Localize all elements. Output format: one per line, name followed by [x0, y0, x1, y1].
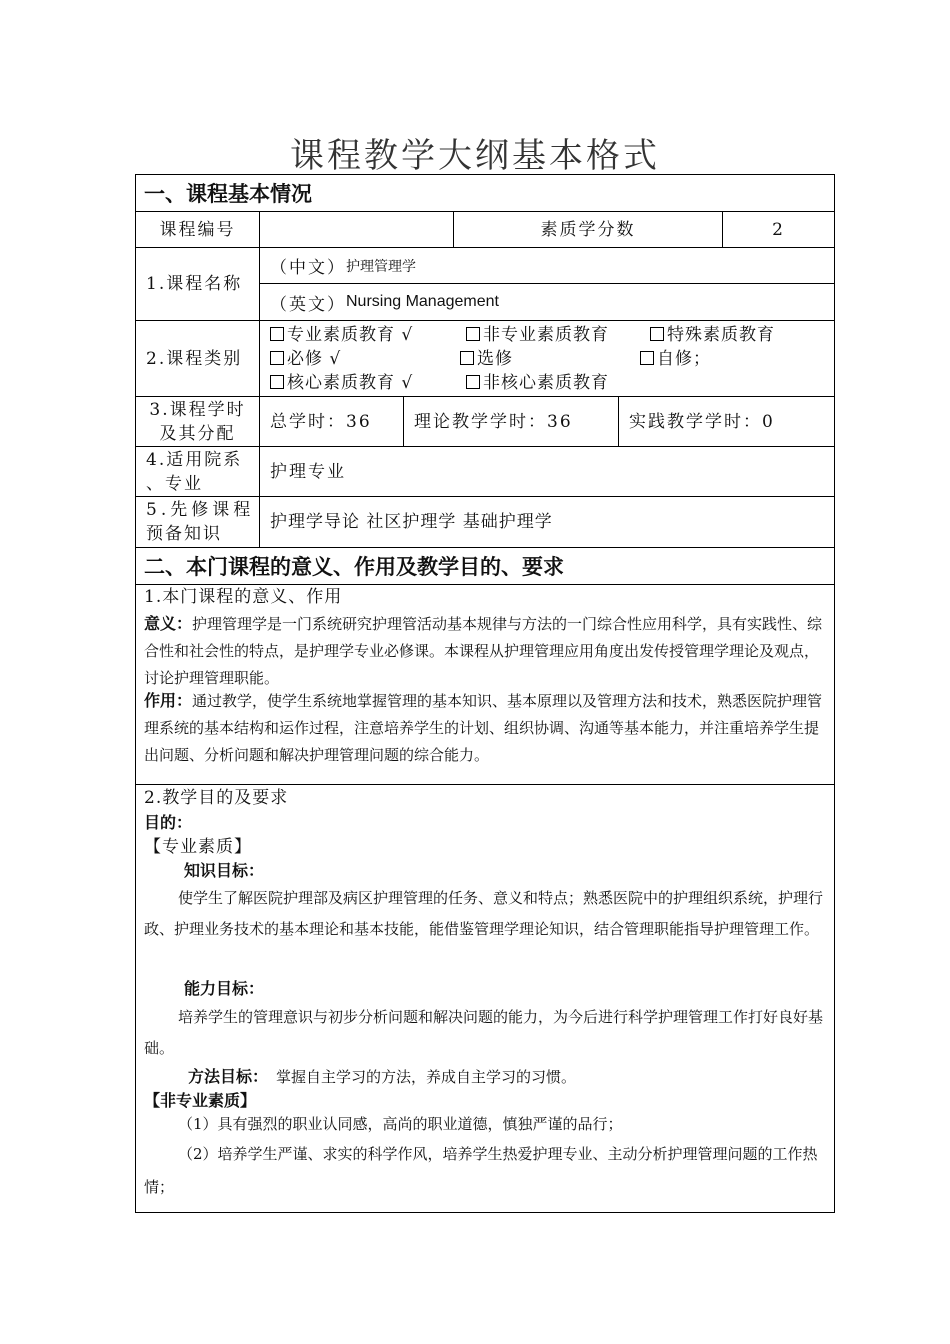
department-value: 护理专业 — [259, 446, 835, 497]
theory-hours: 理论教学学时：36 — [403, 396, 619, 447]
checkbox-icon — [460, 351, 474, 365]
significance-block — [135, 584, 835, 785]
method-goal-label: 方法目标： — [188, 1067, 269, 1086]
category-option-label: 自修； — [657, 349, 711, 369]
total-hours: 总学时：36 — [259, 396, 404, 447]
section-1-heading: 一、课程基本情况 — [135, 174, 835, 212]
category-option — [460, 347, 640, 371]
course-name-cn — [259, 247, 835, 284]
category-option-label: 专业素质教育 √ — [287, 325, 414, 345]
category-option-label: 非专业素质教育 — [483, 325, 609, 345]
department-label-line-2: 、专业 — [146, 473, 203, 494]
hours-label — [135, 396, 260, 447]
knowledge-goal-label: 知识目标： — [184, 861, 265, 880]
ability-goal-label: 能力目标： — [184, 979, 265, 998]
course-name-en-prefix: （英文） — [270, 294, 346, 315]
course-name-cn-prefix: （中文） — [270, 258, 346, 278]
category-option-label: 核心素质教育 √ — [287, 373, 414, 393]
method-goal — [136, 1063, 834, 1091]
ability-goal-text: 培养学生的管理意识与初步分析问题和解决问题的能力，为今后进行科学护理管理工作打好良好基础。 — [144, 1008, 824, 1057]
course-code-value — [259, 211, 454, 248]
part-1-title: 1.本门课程的意义、作用 — [144, 587, 343, 607]
course-code-label: 课程编号 — [135, 211, 260, 248]
non-professional-quality-label: 【非专业素质】 — [144, 1091, 257, 1110]
hours-label-line-2: 及其分配 — [159, 423, 236, 444]
prerequisite-label — [135, 496, 260, 548]
category-option — [640, 347, 711, 371]
practice-hours: 实践教学学时：0 — [618, 396, 835, 447]
course-category-options — [259, 320, 835, 397]
knowledge-goal-text: 使学生了解医院护理部及病区护理管理的任务、意义和特点；熟悉医院中的护理组织系统，护理行政、护理业务技术的基本理论和基本技能，能借鉴管理学理论知识，结合管理职能指导护理管理工作。 — [144, 889, 824, 938]
checkbox-icon — [650, 327, 664, 341]
prerequisite-label-line-1: 5.先修课程 — [146, 500, 255, 520]
checkbox-icon — [270, 327, 284, 341]
credit-value: 2 — [722, 211, 835, 248]
non-professional-item-1: （1）具有强烈的职业认同感，高尚的职业道德，慎独严谨的品行； — [178, 1115, 623, 1133]
category-option — [466, 371, 609, 395]
checkbox-icon — [270, 375, 284, 389]
checkbox-icon — [640, 351, 654, 365]
category-option-label: 非核心素质教育 — [483, 373, 609, 393]
course-name-cn-value: 护理管理学 — [346, 258, 416, 275]
category-option — [270, 371, 466, 395]
course-name-en-value: Nursing Management — [346, 293, 499, 310]
part-2-title: 2.教学目的及要求 — [144, 788, 289, 808]
category-option-label: 必修 √ — [287, 349, 342, 369]
role-label: 作用： — [144, 691, 193, 710]
meaning-text: 护理管理学是一门系统研究护理管活动基本规律与方法的一门综合性应用科学，具有实践性、综合性和社会性的特点，是护理学专业必修课。本课程从护理管理应用角度出发传授管理学理论及观点，讨论护理管理职能。 — [144, 615, 823, 687]
category-option — [270, 323, 466, 347]
credit-label: 素质学分数 — [453, 211, 723, 248]
course-category-label: 2.课程类别 — [135, 320, 260, 397]
role-text: 通过教学，使学生系统地掌握管理的基本知识、基本原理以及管理方法和技术，熟悉医院护理管理系统的基本结构和运作过程，注意培养学生的计划、组织协调、沟通等基本能力，并注重培养学生提出问题、分析问题和解决护理管理问题的综合能力。 — [144, 692, 823, 764]
method-goal-text: 掌握自主学习的方法，养成自主学习的习惯。 — [276, 1068, 577, 1086]
purpose-label: 目的： — [144, 813, 193, 832]
category-option — [466, 323, 650, 347]
course-name-label: 1.课程名称 — [135, 247, 260, 321]
department-label-line-1: 4.适用院系 — [146, 449, 243, 470]
checkbox-icon — [270, 351, 284, 365]
meaning-paragraph — [136, 610, 834, 692]
prerequisite-value: 护理学导论 社区护理学 基础护理学 — [259, 496, 835, 548]
section-2-heading: 二、本门课程的意义、作用及教学目的、要求 — [135, 547, 835, 585]
category-option-label: 特殊素质教育 — [667, 325, 775, 345]
prerequisite-label-line-2: 预备知识 — [146, 524, 222, 544]
department-label — [135, 446, 260, 497]
category-option — [270, 347, 460, 371]
hours-label-line-1: 3.课程学时 — [149, 399, 246, 420]
objectives-block — [135, 784, 835, 1213]
professional-quality-label: 【专业素质】 — [144, 837, 252, 857]
category-option — [650, 323, 775, 347]
meaning-label: 意义： — [144, 614, 193, 633]
category-option-label: 选修 — [477, 349, 513, 369]
checkbox-icon — [466, 375, 480, 389]
checkbox-icon — [466, 327, 480, 341]
role-paragraph — [136, 687, 834, 769]
course-name-en — [259, 283, 835, 321]
non-professional-item-2: （2）培养学生严谨、求实的科学作风，培养学生热爱护理专业、主动分析护理管理问题的工作热情； — [144, 1145, 818, 1196]
document-title: 课程教学大纲基本格式 — [290, 136, 660, 176]
